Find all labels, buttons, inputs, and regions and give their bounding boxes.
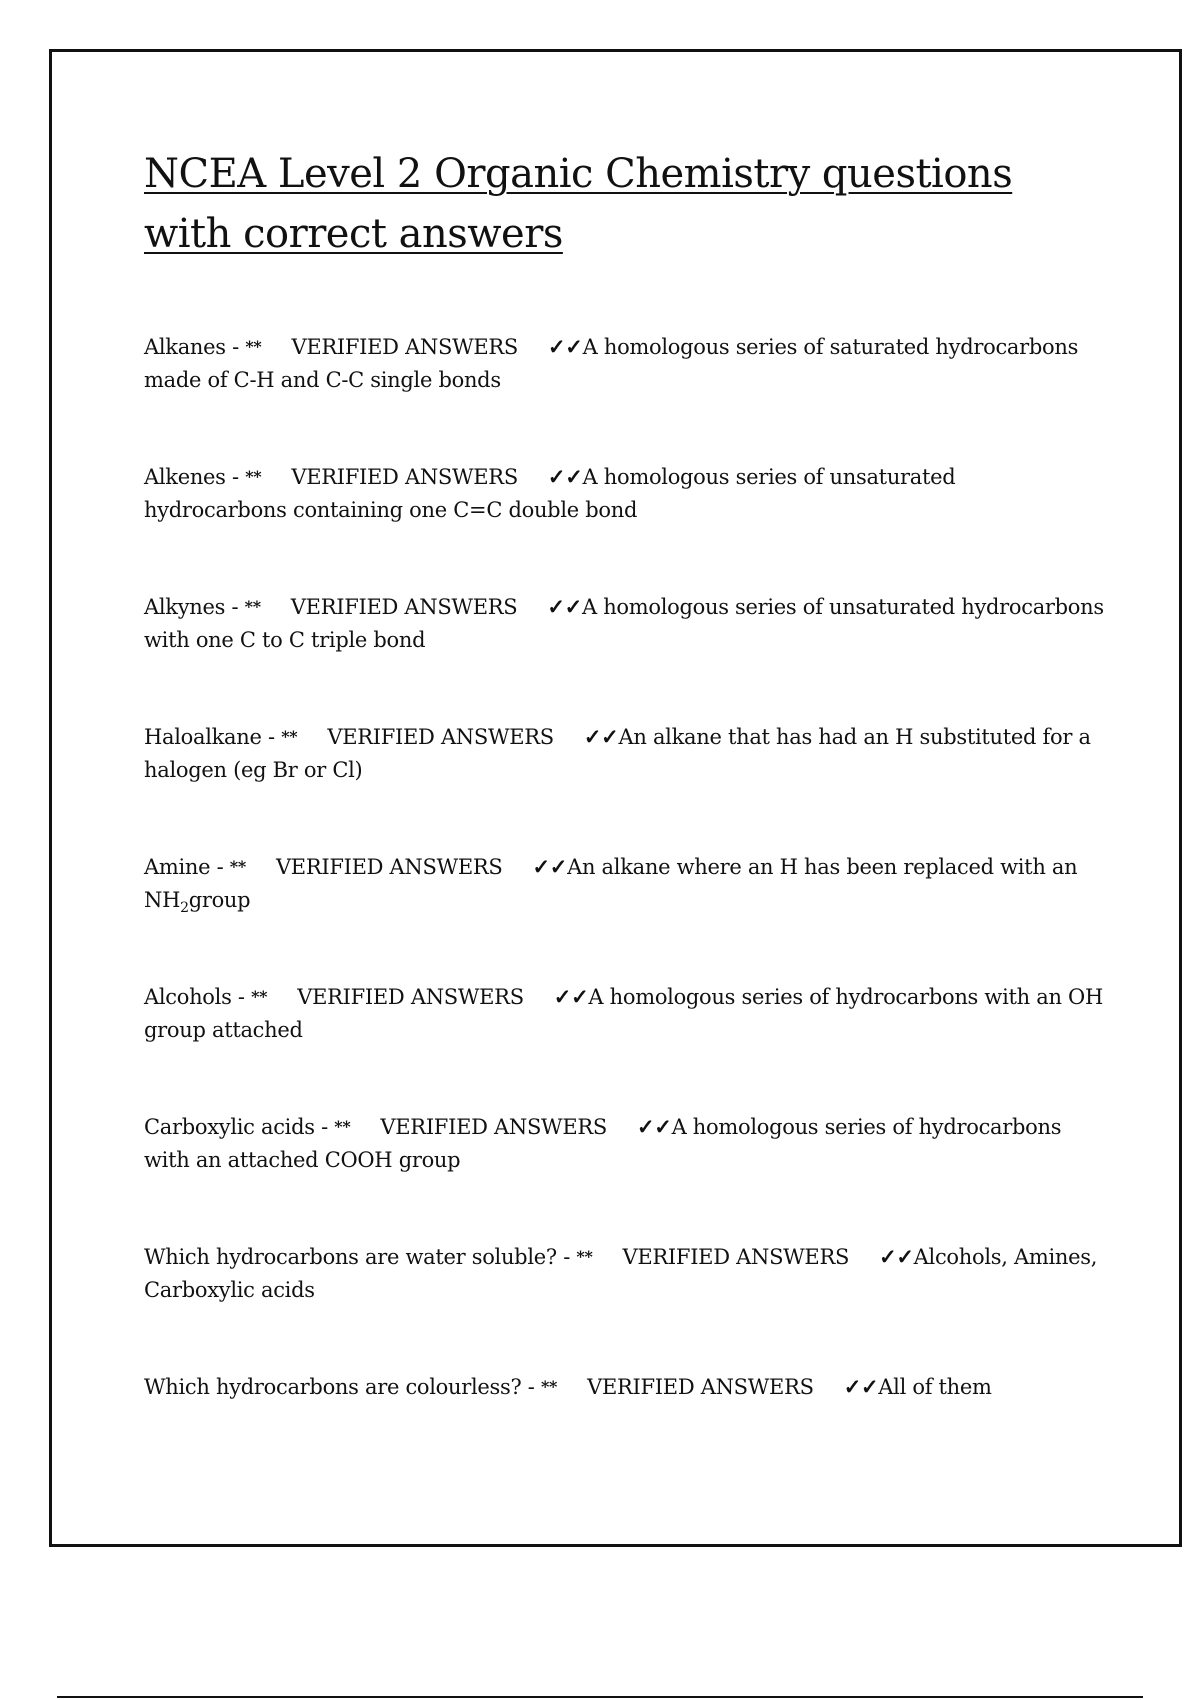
verified-label: VERIFIED ANSWERS (380, 1115, 607, 1139)
answer-text: A homologous series of hydrocarbons with an attached COOH group (144, 1115, 1062, 1172)
answer-text-end: group (188, 888, 251, 912)
check-marks-icon: ✓✓ (532, 854, 568, 879)
stars-marker: ** (576, 1247, 593, 1266)
qa-item-amine (144, 850, 1104, 925)
check-marks-icon: ✓✓ (548, 334, 583, 359)
stars-marker: ** (229, 857, 246, 876)
stars-marker: ** (245, 467, 262, 486)
qa-item-alkynes (144, 590, 1104, 657)
check-marks-icon: ✓✓ (553, 984, 589, 1009)
stars-marker: ** (281, 727, 298, 746)
verified-label: VERIFIED ANSWERS (291, 465, 518, 489)
stars-marker: ** (244, 597, 261, 616)
qa-item-water-soluble (144, 1240, 1104, 1307)
answer-text: A homologous series of hydrocarbons with an OH group attached (144, 985, 1103, 1042)
qa-item-carboxylic-acids (144, 1110, 1104, 1177)
question-text: Which hydrocarbons are water soluble? - (144, 1245, 577, 1269)
answer-text: A homologous series of saturated hydrocarbons made of C-H and C-C single bonds (144, 335, 1079, 392)
check-marks-icon: ✓✓ (547, 464, 583, 489)
check-marks-icon: ✓✓ (583, 724, 619, 749)
answer-text: A homologous series of unsaturated hydrocarbons containing one C=C double bond (144, 465, 956, 522)
verified-label: VERIFIED ANSWERS (275, 855, 503, 879)
stars-marker: ** (334, 1117, 351, 1136)
check-marks-icon: ✓✓ (879, 1244, 914, 1269)
answer-text: All of them (878, 1375, 992, 1399)
stars-marker: ** (251, 987, 268, 1006)
question-text: Which hydrocarbons are colourless? - (144, 1375, 541, 1399)
stars-marker: ** (245, 337, 262, 356)
verified-label: VERIFIED ANSWERS (297, 985, 524, 1009)
question-text: Alkynes - (144, 595, 245, 619)
qa-item-alcohols (144, 980, 1104, 1047)
subscript-2: 2 (180, 900, 189, 916)
stars-marker: ** (540, 1377, 558, 1396)
answer-text: An alkane where an H has been replaced with an NH (144, 855, 1078, 912)
check-marks-icon: ✓✓ (636, 1114, 672, 1139)
answer-text: Alcohols, Amines, Carboxylic acids (144, 1245, 1098, 1302)
question-text: Haloalkane - (144, 725, 282, 749)
qa-item-colourless (144, 1370, 1104, 1404)
question-text: Alkenes - (144, 465, 246, 489)
verified-label: VERIFIED ANSWERS (291, 335, 519, 359)
verified-label: VERIFIED ANSWERS (587, 1375, 814, 1399)
question-text: Carboxylic acids - (144, 1115, 335, 1139)
qa-item-haloalkane (144, 720, 1104, 787)
verified-label: VERIFIED ANSWERS (290, 595, 518, 619)
question-text: Alcohols - (144, 985, 252, 1009)
check-marks-icon: ✓✓ (547, 594, 582, 619)
answer-text: An alkane that has had an H substituted for a halogen (eg Br or Cl) (144, 725, 1091, 782)
question-text: Amine - (144, 855, 230, 879)
check-marks-icon: ✓✓ (843, 1374, 879, 1399)
page-title: NCEA Level 2 Organic Chemistry questions with correct answers (144, 151, 1013, 257)
qa-item-alkenes (144, 460, 1104, 527)
question-text: Alkanes - (144, 335, 246, 359)
answer-text: A homologous series of unsaturated hydrocarbons with one C to C triple bond (144, 595, 1104, 652)
page-border (49, 49, 1182, 1547)
qa-item-alkanes (144, 330, 1104, 397)
verified-label: VERIFIED ANSWERS (327, 725, 554, 749)
verified-label: VERIFIED ANSWERS (622, 1245, 850, 1269)
footer-rule (57, 1696, 1143, 1698)
